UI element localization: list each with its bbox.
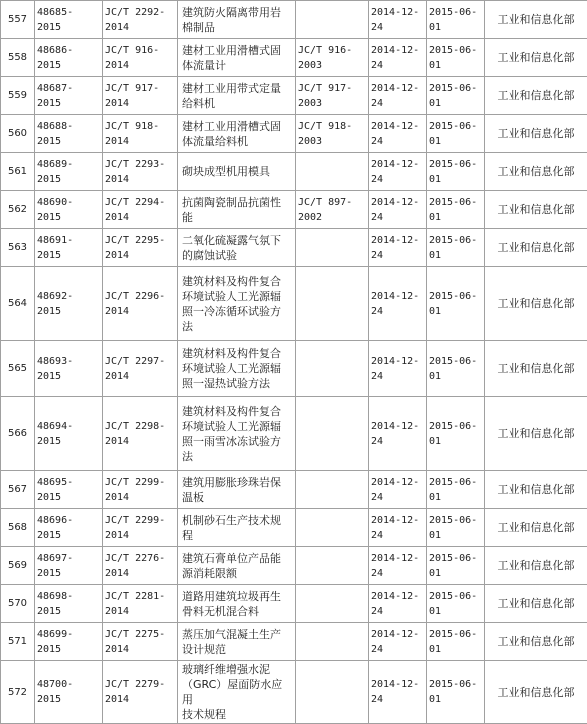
implement-date: 2015-06- 01 xyxy=(427,341,485,397)
table-row xyxy=(1,1,587,39)
publish-date: 2014-12- 24 xyxy=(369,509,427,547)
implement-date: 2015-06- 01 xyxy=(427,1,485,39)
registration-number: 48689- 2015 xyxy=(35,153,103,191)
department: 工业和信息化部 xyxy=(485,509,587,547)
standard-name: 砌块成型机用模具 xyxy=(178,153,296,191)
implement-date: 2015-06- 01 xyxy=(427,229,485,267)
registration-number: 48699- 2015 xyxy=(35,623,103,661)
standard-code: JC/T 2297- 2014 xyxy=(103,341,178,397)
standard-name: 蒸压加气混凝土生产 设计规范 xyxy=(178,623,296,661)
table-row xyxy=(1,509,587,547)
registration-number: 48697- 2015 xyxy=(35,547,103,585)
department: 工业和信息化部 xyxy=(485,623,587,661)
department: 工业和信息化部 xyxy=(485,39,587,77)
table-row xyxy=(1,471,587,509)
registration-number: 48693- 2015 xyxy=(35,341,103,397)
row-number: 572 xyxy=(1,661,35,724)
department: 工业和信息化部 xyxy=(485,341,587,397)
row-number: 568 xyxy=(1,509,35,547)
replaced-standard xyxy=(296,661,369,724)
department: 工业和信息化部 xyxy=(485,397,587,471)
standard-name: 建筑材料及构件复合 环境试验人工光源辐 照一冷冻循环试验方 法 xyxy=(178,267,296,341)
row-number: 557 xyxy=(1,1,35,39)
table-row xyxy=(1,229,587,267)
implement-date: 2015-06- 01 xyxy=(427,661,485,724)
row-number: 558 xyxy=(1,39,35,77)
replaced-standard xyxy=(296,397,369,471)
department: 工业和信息化部 xyxy=(485,661,587,724)
standard-code: JC/T 2279- 2014 xyxy=(103,661,178,724)
standard-code: JC/T 2298- 2014 xyxy=(103,397,178,471)
registration-number: 48690- 2015 xyxy=(35,191,103,229)
replaced-standard: JC/T 916- 2003 xyxy=(296,39,369,77)
implement-date: 2015-06- 01 xyxy=(427,623,485,661)
table-row xyxy=(1,115,587,153)
registration-number: 48686- 2015 xyxy=(35,39,103,77)
row-number: 560 xyxy=(1,115,35,153)
department: 工业和信息化部 xyxy=(485,191,587,229)
table-row xyxy=(1,397,587,471)
publish-date: 2014-12- 24 xyxy=(369,77,427,115)
registration-number: 48687- 2015 xyxy=(35,77,103,115)
standard-name: 建筑防火隔离带用岩 棉制品 xyxy=(178,1,296,39)
replaced-standard: JC/T 897- 2002 xyxy=(296,191,369,229)
department: 工业和信息化部 xyxy=(485,1,587,39)
registration-number: 48694- 2015 xyxy=(35,397,103,471)
standard-code: JC/T 2293- 2014 xyxy=(103,153,178,191)
department: 工业和信息化部 xyxy=(485,471,587,509)
standard-name: 道路用建筑垃圾再生 骨料无机混合料 xyxy=(178,585,296,623)
publish-date: 2014-12- 24 xyxy=(369,153,427,191)
replaced-standard xyxy=(296,471,369,509)
row-number: 563 xyxy=(1,229,35,267)
replaced-standard xyxy=(296,547,369,585)
implement-date: 2015-06- 01 xyxy=(427,509,485,547)
publish-date: 2014-12- 24 xyxy=(369,229,427,267)
standard-name: 建材工业用滑槽式固 体流量计 xyxy=(178,39,296,77)
implement-date: 2015-06- 01 xyxy=(427,547,485,585)
standard-code: JC/T 2281- 2014 xyxy=(103,585,178,623)
standard-name: 建筑材料及构件复合 环境试验人工光源辐 照一雨雪冰冻试验方 法 xyxy=(178,397,296,471)
row-number: 564 xyxy=(1,267,35,341)
standard-name: 玻璃纤维增强水泥 （GRC）屋面防水应用 技术规程 xyxy=(178,661,296,724)
publish-date: 2014-12- 24 xyxy=(369,341,427,397)
standard-name: 抗菌陶瓷制品抗菌性 能 xyxy=(178,191,296,229)
implement-date: 2015-06- 01 xyxy=(427,267,485,341)
publish-date: 2014-12- 24 xyxy=(369,267,427,341)
row-number: 571 xyxy=(1,623,35,661)
row-number: 567 xyxy=(1,471,35,509)
standard-name: 建材工业用滑槽式固 体流量给料机 xyxy=(178,115,296,153)
row-number: 570 xyxy=(1,585,35,623)
table-body xyxy=(1,1,587,724)
standard-code: JC/T 2294- 2014 xyxy=(103,191,178,229)
standard-name: 建筑用膨胀珍珠岩保 温板 xyxy=(178,471,296,509)
standard-code: JC/T 2276- 2014 xyxy=(103,547,178,585)
table-row xyxy=(1,39,587,77)
publish-date: 2014-12- 24 xyxy=(369,471,427,509)
standard-name: 机制砂石生产技术规 程 xyxy=(178,509,296,547)
registration-number: 48685- 2015 xyxy=(35,1,103,39)
standard-code: JC/T 2295- 2014 xyxy=(103,229,178,267)
implement-date: 2015-06- 01 xyxy=(427,115,485,153)
table-row xyxy=(1,153,587,191)
registration-number: 48692- 2015 xyxy=(35,267,103,341)
implement-date: 2015-06- 01 xyxy=(427,397,485,471)
publish-date: 2014-12- 24 xyxy=(369,1,427,39)
table-row xyxy=(1,623,587,661)
publish-date: 2014-12- 24 xyxy=(369,191,427,229)
registration-number: 48696- 2015 xyxy=(35,509,103,547)
standard-code: JC/T 2275- 2014 xyxy=(103,623,178,661)
publish-date: 2014-12- 24 xyxy=(369,397,427,471)
row-number: 569 xyxy=(1,547,35,585)
department: 工业和信息化部 xyxy=(485,547,587,585)
table-row xyxy=(1,547,587,585)
department: 工业和信息化部 xyxy=(485,77,587,115)
row-number: 566 xyxy=(1,397,35,471)
standard-code: JC/T 2299- 2014 xyxy=(103,509,178,547)
publish-date: 2014-12- 24 xyxy=(369,547,427,585)
replaced-standard xyxy=(296,1,369,39)
registration-number: 48688- 2015 xyxy=(35,115,103,153)
implement-date: 2015-06- 01 xyxy=(427,39,485,77)
replaced-standard xyxy=(296,585,369,623)
replaced-standard xyxy=(296,267,369,341)
implement-date: 2015-06- 01 xyxy=(427,77,485,115)
standard-name: 二氧化硫凝露气氛下 的腐蚀试验 xyxy=(178,229,296,267)
department: 工业和信息化部 xyxy=(485,267,587,341)
publish-date: 2014-12- 24 xyxy=(369,623,427,661)
replaced-standard xyxy=(296,341,369,397)
row-number: 559 xyxy=(1,77,35,115)
standard-name: 建筑材料及构件复合 环境试验人工光源辐 照一湿热试验方法 xyxy=(178,341,296,397)
replaced-standard xyxy=(296,623,369,661)
replaced-standard: JC/T 918- 2003 xyxy=(296,115,369,153)
publish-date: 2014-12- 24 xyxy=(369,661,427,724)
department: 工业和信息化部 xyxy=(485,229,587,267)
standard-code: JC/T 918- 2014 xyxy=(103,115,178,153)
replaced-standard xyxy=(296,153,369,191)
table-row xyxy=(1,341,587,397)
implement-date: 2015-06- 01 xyxy=(427,153,485,191)
replaced-standard xyxy=(296,229,369,267)
publish-date: 2014-12- 24 xyxy=(369,585,427,623)
row-number: 561 xyxy=(1,153,35,191)
standard-name: 建筑石膏单位产品能 源消耗限额 xyxy=(178,547,296,585)
table-row xyxy=(1,585,587,623)
publish-date: 2014-12- 24 xyxy=(369,39,427,77)
department: 工业和信息化部 xyxy=(485,153,587,191)
registration-number: 48691- 2015 xyxy=(35,229,103,267)
department: 工业和信息化部 xyxy=(485,585,587,623)
registration-number: 48698- 2015 xyxy=(35,585,103,623)
table-row xyxy=(1,191,587,229)
publish-date: 2014-12- 24 xyxy=(369,115,427,153)
department: 工业和信息化部 xyxy=(485,115,587,153)
table-row xyxy=(1,267,587,341)
row-number: 565 xyxy=(1,341,35,397)
implement-date: 2015-06- 01 xyxy=(427,471,485,509)
table-row xyxy=(1,661,587,724)
implement-date: 2015-06- 01 xyxy=(427,585,485,623)
registration-number: 48700- 2015 xyxy=(35,661,103,724)
standard-code: JC/T 917- 2014 xyxy=(103,77,178,115)
implement-date: 2015-06- 01 xyxy=(427,191,485,229)
standard-code: JC/T 2296- 2014 xyxy=(103,267,178,341)
standard-code: JC/T 916- 2014 xyxy=(103,39,178,77)
registration-number: 48695- 2015 xyxy=(35,471,103,509)
replaced-standard: JC/T 917- 2003 xyxy=(296,77,369,115)
standard-name: 建材工业用带式定量 给料机 xyxy=(178,77,296,115)
standard-code: JC/T 2292- 2014 xyxy=(103,1,178,39)
replaced-standard xyxy=(296,509,369,547)
row-number: 562 xyxy=(1,191,35,229)
table-row xyxy=(1,77,587,115)
standard-code: JC/T 2299- 2014 xyxy=(103,471,178,509)
